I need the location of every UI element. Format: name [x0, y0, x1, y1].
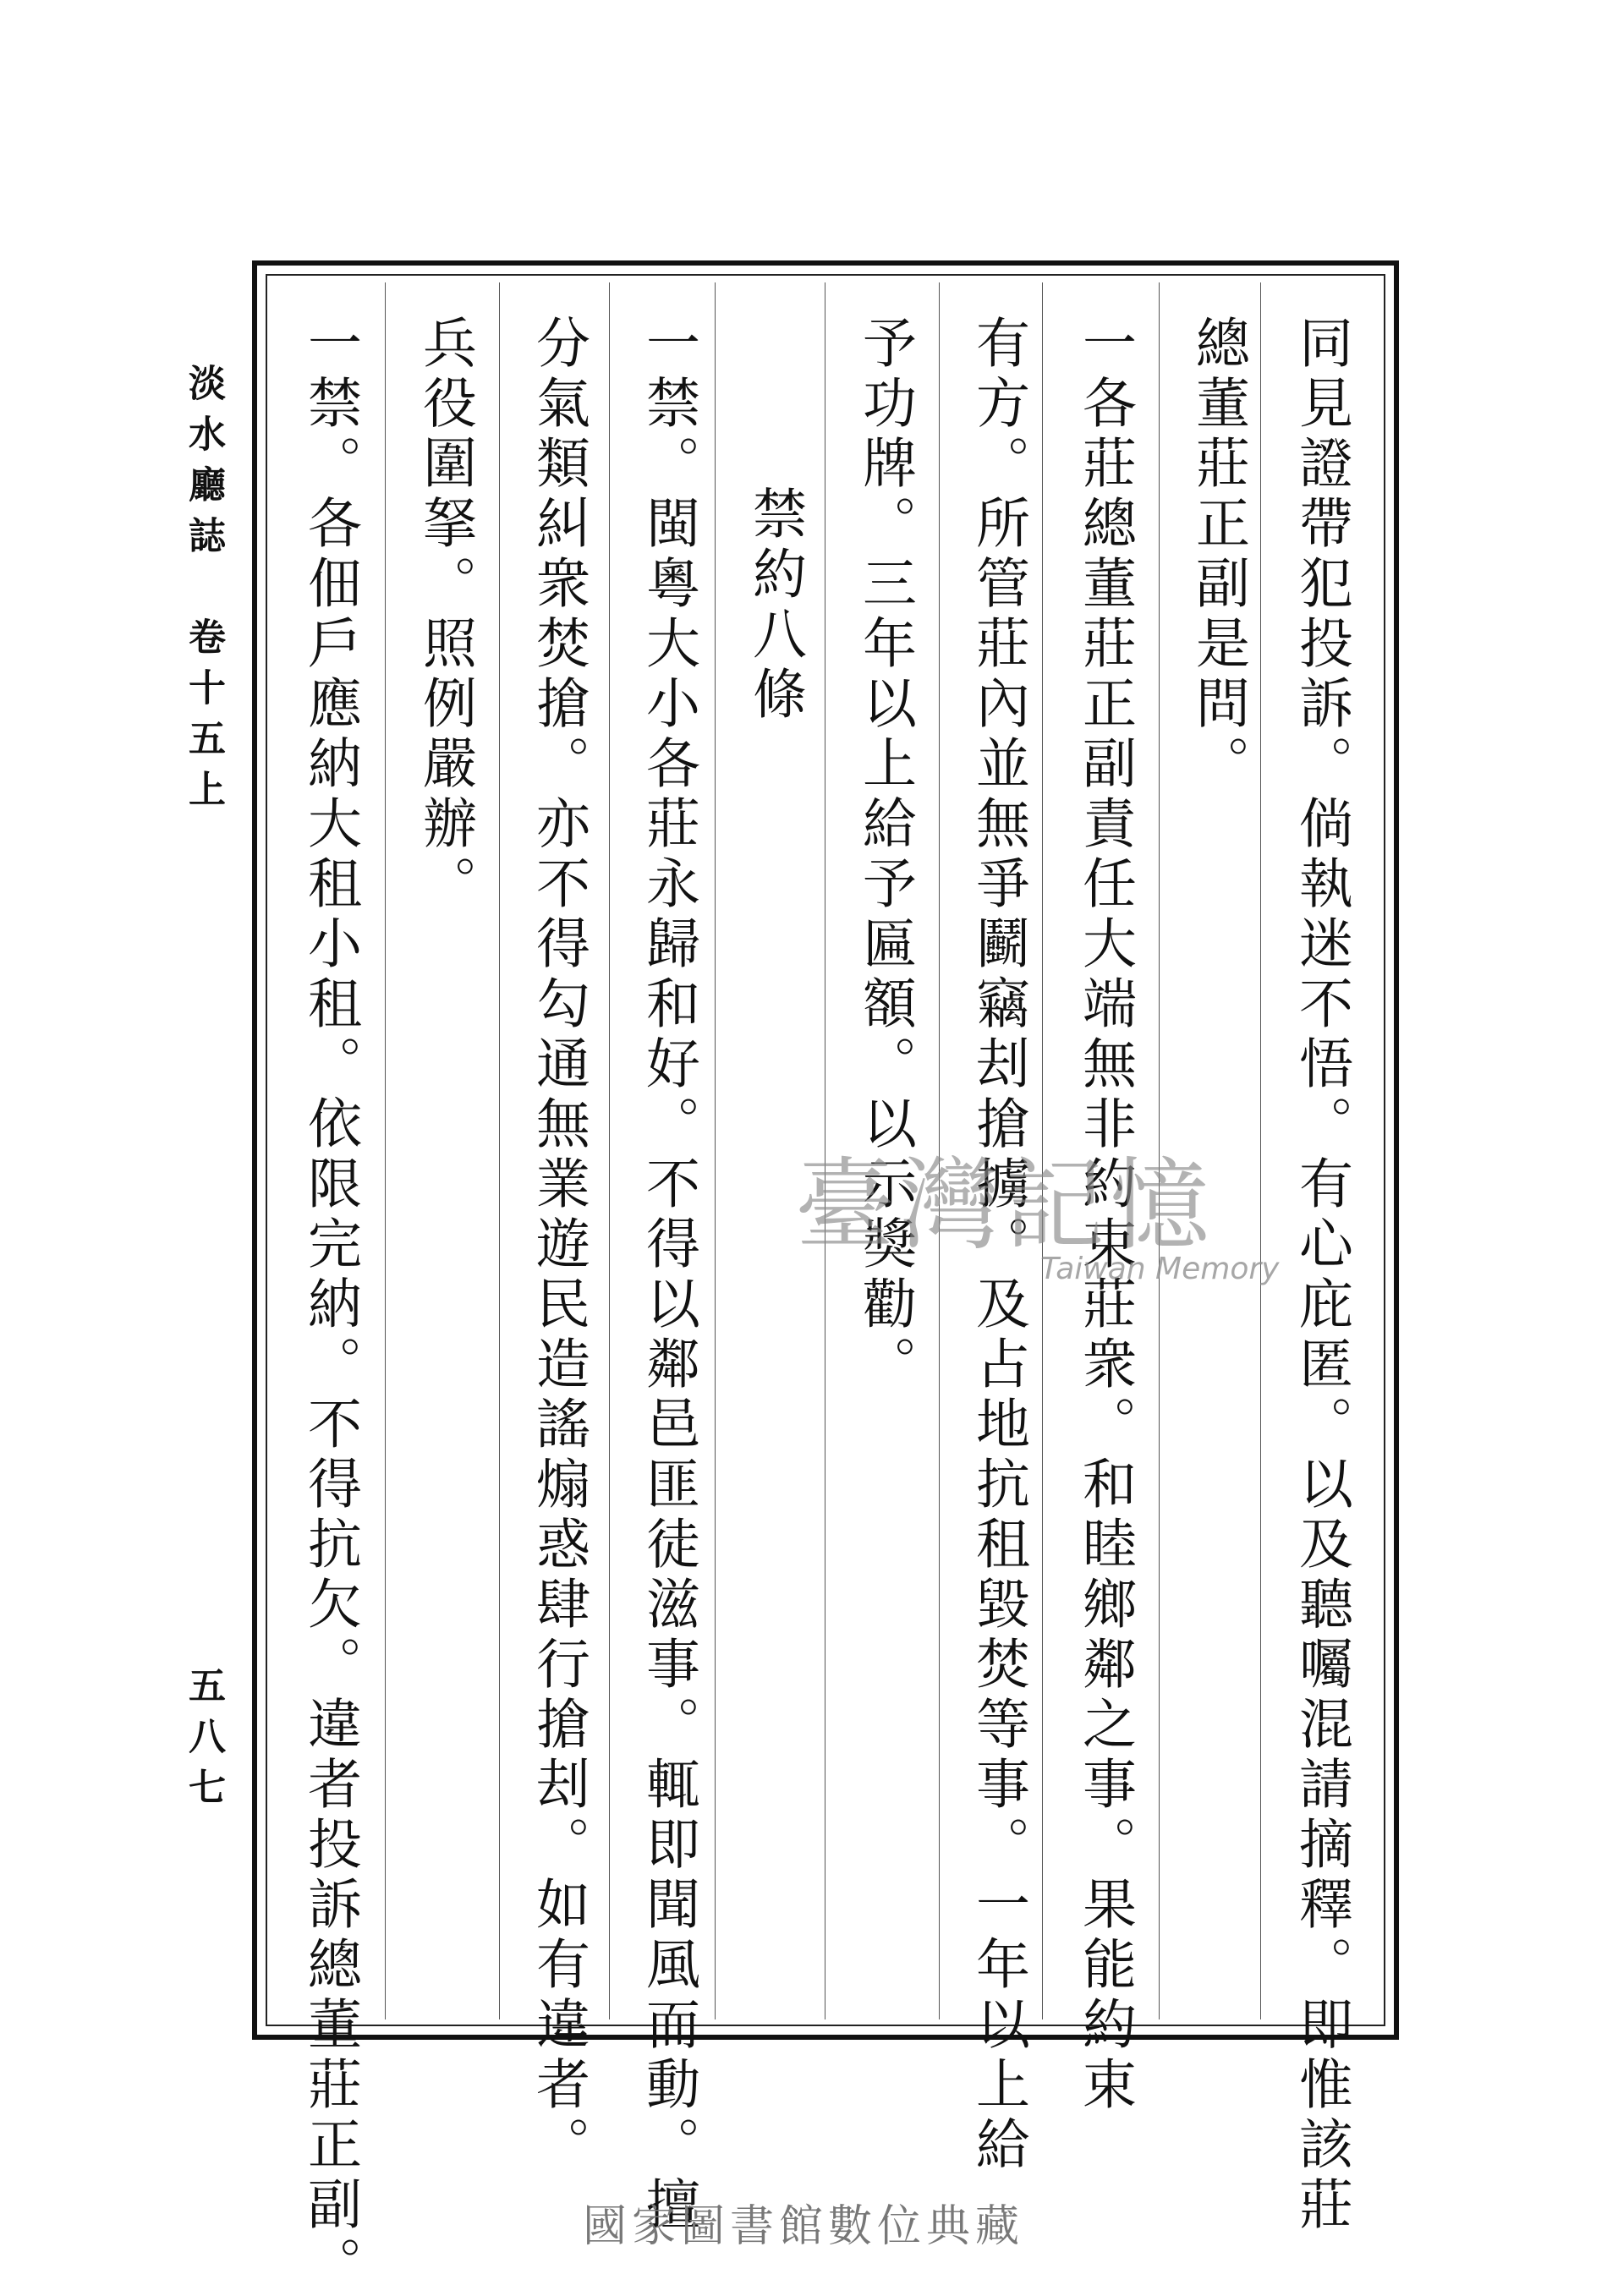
column-rule	[499, 282, 500, 2019]
column-rule	[609, 282, 610, 2019]
text-column	[507, 282, 609, 2176]
text-column	[1270, 282, 1372, 2236]
section-heading: 禁約八條	[743, 485, 806, 726]
text-column	[394, 282, 496, 2019]
column-text: 有方。所管莊內並無爭鬬竊刦搶擄。及占地抗租毀焚等事。一年以上給	[967, 315, 1029, 2176]
text-column	[279, 282, 381, 2296]
column-text: 總董莊正副是問。	[1187, 315, 1249, 795]
column-text: 予功牌。三年以上給予匾額。以示獎勸。	[853, 315, 916, 1395]
column-text: 分氣類糾衆焚搶。亦不得勾通無業遊民造謠煽惑肆行搶刦。如有違者。	[527, 315, 590, 2176]
column-rule	[385, 282, 386, 2019]
column-text: 兵役圍拏。照例嚴辦。	[414, 315, 476, 915]
watermark-subtitle: Taiwan Memory	[1040, 1252, 1280, 1286]
column-text: 一禁。閩粵大小各莊永歸和好。不得以鄰邑匪徒滋事。輒即聞風而動。擅	[637, 315, 699, 2236]
library-credit: 國家圖書館數位典藏	[582, 2201, 1024, 2252]
watermark-title: 臺灣記憶	[795, 1147, 1215, 1263]
column-text: 同見證帶犯投訴。倘執迷不悟。有心庇匿。以及聽囑混請摘釋。即惟該莊	[1290, 315, 1352, 2236]
column-text: 一禁。各佃戶應納大租小租。依限完納。不得抗欠。違者投訴總董莊正副。	[299, 315, 361, 2296]
volume-label: 卷十五上	[182, 617, 225, 820]
text-column	[617, 282, 719, 2236]
column-text: 一各莊總董莊正副責任大端無非約束莊衆。和睦鄉鄰之事。果能約束	[1073, 315, 1136, 2116]
page-number: 五八七	[182, 1666, 225, 1818]
watermark-logo	[795, 1125, 1280, 1319]
book-title: 淡水廳誌	[182, 364, 225, 567]
